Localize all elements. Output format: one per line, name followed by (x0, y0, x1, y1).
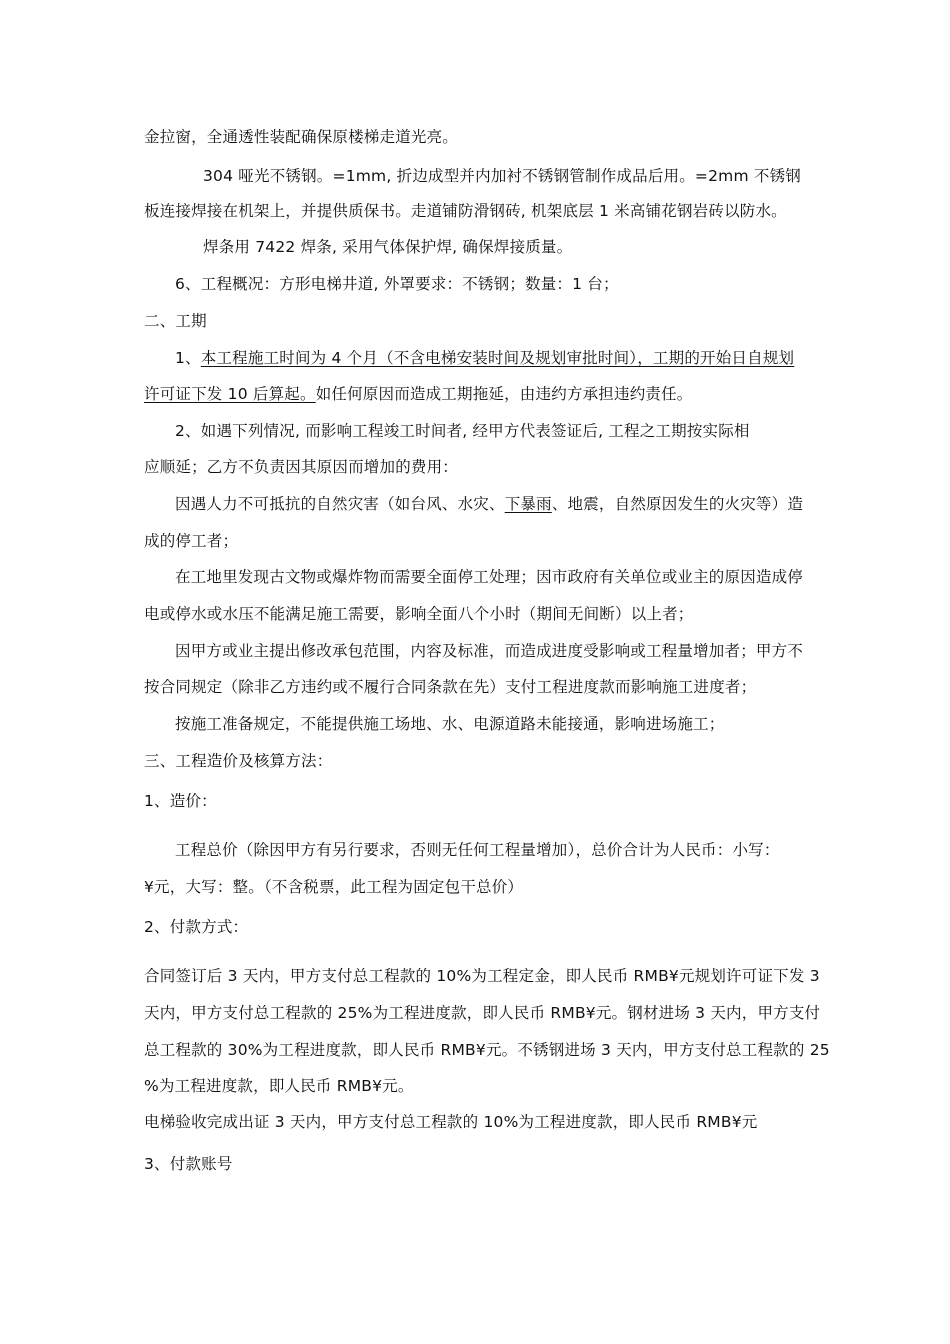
paragraph-line: %为工程进度款，即人民币 RMB¥元。 (144, 1077, 414, 1095)
line-text: 因遇人力不可抵抗的自然灾害（如台风、水灾、 (175, 495, 505, 513)
section-heading: 二、工期 (144, 312, 207, 330)
paragraph-line: 工程总价（除因甲方有另行要求，否则无任何工程量增加），总价合计为人民币：小写： (175, 841, 780, 859)
section-heading: 三、工程造价及核算方法： (144, 752, 333, 770)
paragraph-line: 天内，甲方支付总工程款的 25%为工程进度款，即人民币 RMB¥元。钢材进场 3 天内，甲方支付 (144, 1004, 821, 1022)
paragraph-line: 因甲方或业主提出修改承包范围，内容及标准，而造成进度受影响或工程量增加者；甲方不 (175, 642, 804, 660)
paragraph-line: 电梯验收完成出证 3 天内，甲方支付总工程款的 10%为工程进度款，即人民币 RMB¥元 (144, 1113, 758, 1131)
paragraph-line: 按施工准备规定，不能提供施工场地、水、电源道路未能接通，影响进场施工； (175, 715, 725, 733)
paragraph-line: 电或停水或水压不能满足施工需要，影响全面八个小时（期间无间断）以上者； (144, 605, 694, 623)
paragraph-line: 合同签订后 3 天内，甲方支付总工程款的 10%为工程定金，即人民币 RMB¥元规划许可证下发 3 (144, 967, 820, 985)
item-number: 1、 (175, 349, 201, 367)
paragraph-line (144, 383, 693, 405)
subsection-heading: 2、付款方式： (144, 918, 249, 936)
paragraph-line (175, 493, 803, 515)
paragraph-line: 2、如遇下列情况, 而影响工程竣工时间者, 经甲方代表签证后, 工程之工期按实际相 (175, 422, 750, 440)
paragraph-line: 成的停工者； (144, 532, 239, 550)
paragraph-line: 板连接焊接在机架上，并提供质保书。走道铺防滑钢砖, 机架底层 1 米高铺花钢岩砖以防水。 (144, 202, 787, 220)
underlined-text: 本工程施工时间为 4 个月（不含电梯安装时间及规划审批时间），工期的开始日自规划 (200, 349, 795, 367)
paragraph-line: 金拉窗，全通透性装配确保原楼梯走道光亮。 (144, 128, 459, 146)
subsection-heading: 1、造价： (144, 792, 217, 810)
line-text: 如任何原因而造成工期拖延，由违约方承担违约责任。 (315, 385, 693, 403)
paragraph-line: 总工程款的 30%为工程进度款，即人民币 RMB¥元。不锈钢进场 3 天内，甲方支付总工程款的 25 (144, 1041, 830, 1059)
paragraph-line (175, 347, 794, 369)
paragraph-line: ¥元，大写：整。（不含税票，此工程为固定包干总价） (144, 878, 524, 896)
paragraph-line: 在工地里发现古文物或爆炸物而需要全面停工处理；因市政府有关单位或业主的原因造成停 (175, 568, 804, 586)
paragraph-line: 6、工程概况：方形电梯井道, 外罩要求：不锈钢；数量：1 台； (175, 275, 619, 293)
paragraph-line: 焊条用 7422 焊条, 采用气体保护焊, 确保焊接质量。 (203, 238, 573, 256)
paragraph-line: 304 哑光不锈钢。=1mm, 折边成型并内加衬不锈钢管制作成品后用。=2mm 不锈钢 (203, 167, 801, 185)
subsection-heading: 3、付款账号 (144, 1155, 233, 1173)
paragraph-line: 按合同规定（除非乙方违约或不履行合同条款在先）支付工程进度款而影响施工进度者； (144, 678, 757, 696)
underlined-text: 下暴雨 (504, 495, 552, 513)
paragraph-line: 应顺延；乙方不负责因其原因而增加的费用： (144, 458, 459, 476)
line-text: 、地震，自然原因发生的火灾等）造 (551, 495, 804, 513)
underlined-text: 许可证下发 10 后算起。 (144, 385, 316, 403)
